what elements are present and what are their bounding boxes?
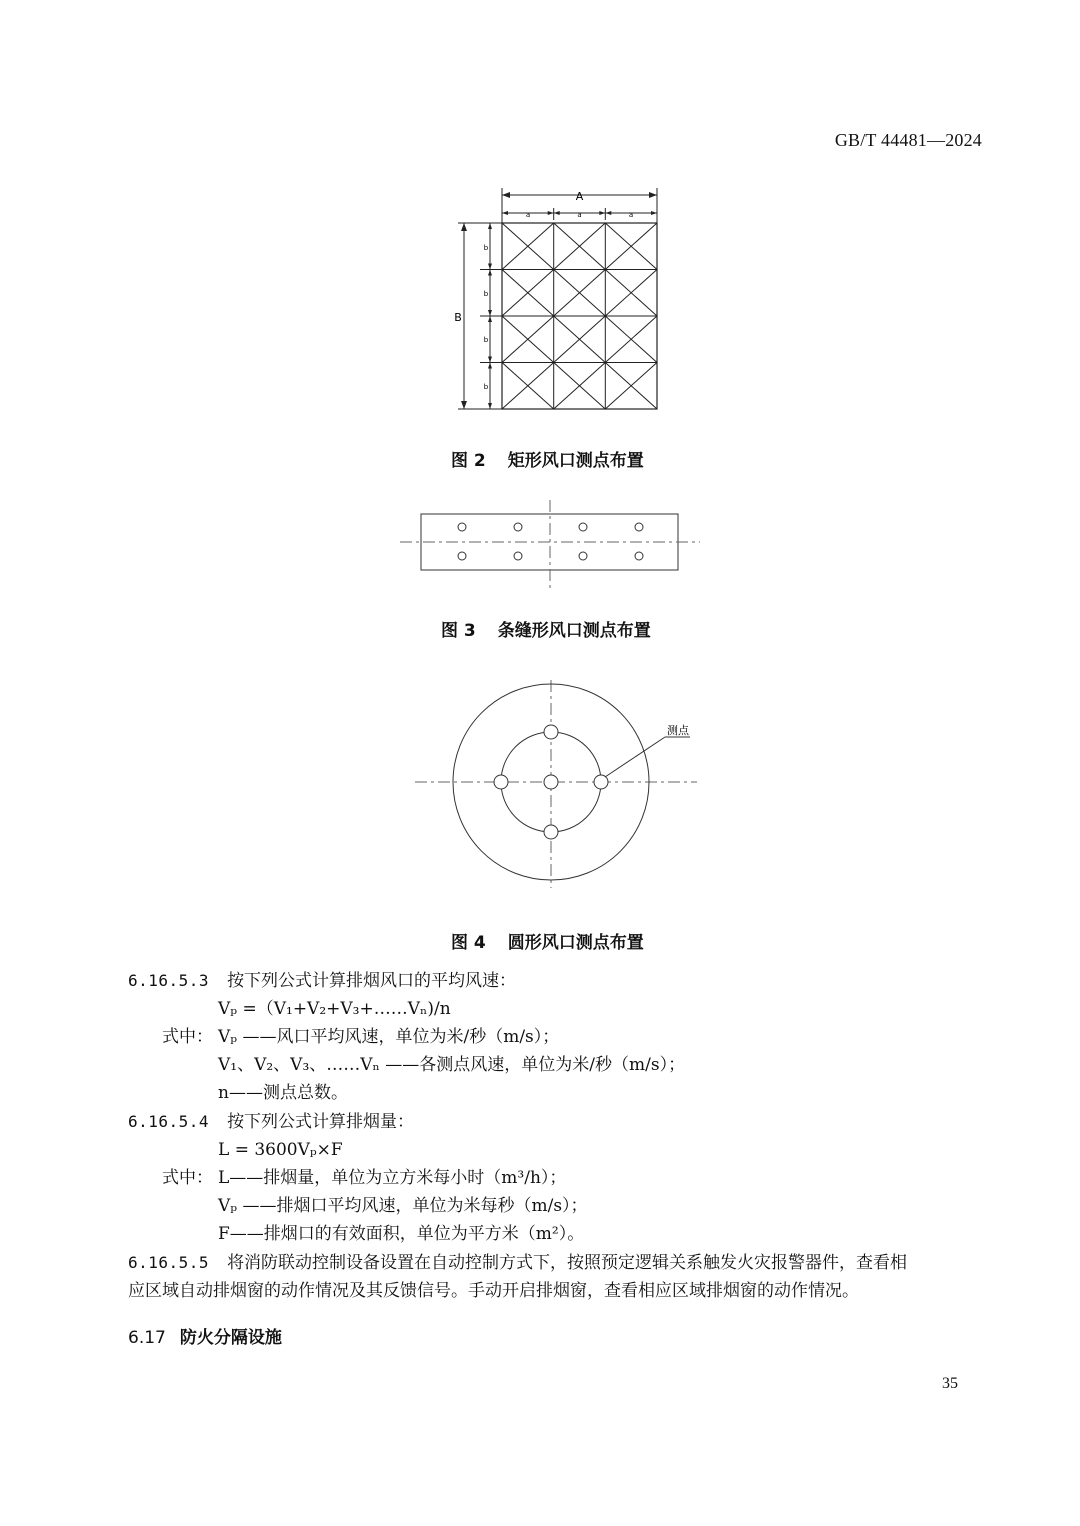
where-line: Vₚ ——排烟口平均风速，单位为米每秒（m/s）； — [218, 1196, 588, 1216]
clause-number: 6.16.5.5 — [128, 1253, 210, 1272]
clause-6-16-5-5 — [128, 1249, 907, 1277]
clause-6-16-5-3 — [128, 967, 516, 995]
figure-3-caption — [441, 616, 651, 641]
where-prefix: 式中： — [162, 1168, 213, 1188]
clause-text-line-1: 将消防联动控制设备设置在自动控制方式下，按照预定逻辑关系触发火灾报警器件，查看相 — [227, 1253, 908, 1273]
measuring-point-label: 测点 — [667, 724, 689, 737]
where-prefix: 式中： — [162, 1027, 213, 1047]
dim-label-B: B — [454, 311, 462, 324]
dim-label-A: A — [575, 190, 584, 203]
clause-text: 按下列公式计算排烟量： — [227, 1112, 415, 1132]
dim-label-b-4: b — [483, 383, 489, 391]
where-line: L——排烟量，单位为立方米每小时（m³/h）； — [218, 1168, 567, 1188]
where-line: Vₚ ——风口平均风速，单位为米/秒（m/s）； — [218, 1027, 560, 1047]
clause-number: 6.16.5.4 — [128, 1112, 210, 1131]
where-line: n——测点总数。 — [218, 1083, 348, 1103]
clause-text: 按下列公式计算排烟风口的平均风速： — [227, 971, 517, 991]
section-heading-6-17 — [128, 1323, 282, 1348]
section-title: 防火分隔设施 — [179, 1328, 282, 1348]
section-number: 6.17 — [128, 1328, 166, 1348]
dim-label-a-1: a — [525, 211, 531, 219]
dim-label-a-3: a — [628, 211, 634, 219]
figure-2-rect-outlet-diagram — [440, 180, 680, 420]
dim-label-b-3: b — [483, 336, 489, 344]
formula-average-velocity: Vₚ =（V₁+V₂+V₃+……Vₙ)/n — [218, 999, 451, 1019]
figure-4-number: 图 4 — [451, 933, 486, 953]
dim-label-b-2: b — [483, 290, 489, 298]
figure-2-number: 图 2 — [451, 451, 486, 471]
clause-text-line-2: 应区域自动排烟窗的动作情况及其反馈信号。手动开启排烟窗，查看相应区域排烟窗的动作情况。 — [128, 1281, 859, 1301]
figure-2-title: 矩形风口测点布置 — [507, 451, 644, 471]
figure-3-number: 图 3 — [441, 621, 476, 641]
standard-number: GB/T 44481—2024 — [834, 130, 982, 150]
figure-4-title: 圆形风口测点布置 — [507, 933, 644, 953]
figure-4-circular-outlet-diagram — [410, 680, 700, 890]
figure-3-slot-outlet-diagram — [400, 500, 700, 590]
where-line: F——排烟口的有效面积，单位为平方米（m²）。 — [218, 1224, 585, 1244]
where-line: V₁、V₂、V₃、……Vₙ ——各测点风速，单位为米/秒（m/s）； — [218, 1055, 686, 1075]
figure-3-title: 条缝形风口测点布置 — [497, 621, 651, 641]
clause-6-16-5-4 — [128, 1108, 414, 1136]
figure-4-caption — [451, 928, 644, 953]
figure-2-caption — [451, 446, 644, 471]
clause-number: 6.16.5.3 — [128, 971, 210, 990]
dim-label-b-1: b — [483, 244, 489, 252]
dim-label-a-2: a — [577, 211, 582, 219]
page-number: 35 — [942, 1375, 958, 1392]
formula-smoke-volume: L = 3600Vₚ×F — [218, 1140, 343, 1160]
